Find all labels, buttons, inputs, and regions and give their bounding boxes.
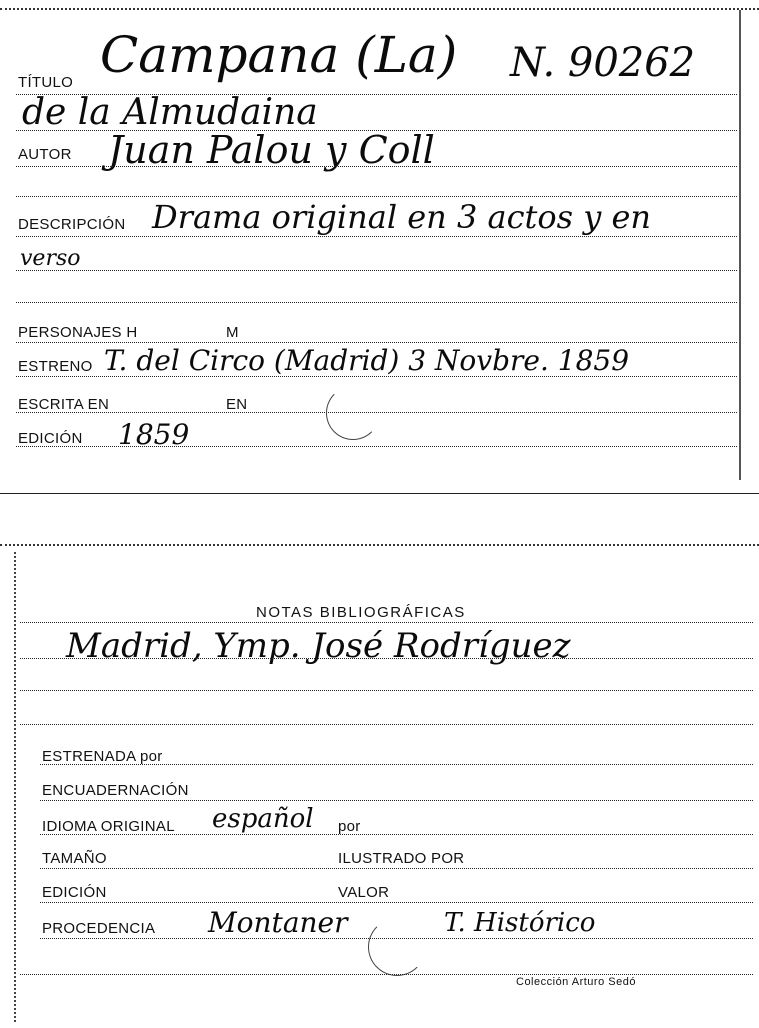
punch-hole — [326, 386, 380, 440]
valor-label: VALOR — [338, 884, 390, 901]
edicion-label: EDICIÓN — [18, 430, 83, 447]
titulo-value: Campana (La) — [100, 26, 458, 84]
autor-label: AUTOR — [18, 146, 72, 163]
record-number: N. 90262 — [510, 40, 696, 86]
procedencia-value: Montaner — [208, 906, 348, 939]
descripcion-line — [16, 236, 737, 237]
card-right-edge — [739, 10, 741, 480]
card-top-edge — [0, 8, 759, 14]
edicion-label-2: EDICIÓN — [42, 884, 107, 901]
descripcion-line-2 — [16, 270, 737, 271]
estreno-line — [16, 376, 737, 377]
encuadernacion-line — [40, 800, 753, 801]
blank-line — [16, 196, 737, 197]
procedencia-value-2: T. Histórico — [444, 908, 596, 938]
notas-heading: NOTAS BIBLIOGRÁFICAS — [256, 604, 466, 621]
descripcion-continuation: verso — [20, 246, 81, 271]
escrita-en-label: EN — [226, 396, 248, 413]
idioma-value: español — [212, 804, 314, 834]
escrita-label: ESCRITA EN — [18, 396, 110, 413]
catalog-card-front — [0, 0, 759, 494]
titulo-continuation: de la Almudaina — [22, 92, 318, 133]
tamano-label: TAMAÑO — [42, 850, 107, 867]
notas-value: Madrid, Ymp. José Rodríguez — [66, 626, 571, 666]
card-left-edge — [14, 552, 16, 1022]
idioma-label: IDIOMA ORIGINAL — [42, 818, 175, 835]
estreno-label: ESTRENO — [18, 358, 93, 375]
edicion-line-2 — [40, 902, 753, 903]
collection-footer: Colección Arturo Sedó — [516, 976, 636, 988]
estrenada-line — [40, 764, 753, 765]
tamano-line — [40, 868, 753, 869]
punch-hole — [368, 918, 426, 976]
notas-line-4 — [20, 724, 753, 725]
card-top-edge — [0, 544, 759, 550]
titulo-label: TÍTULO — [18, 74, 74, 91]
descripcion-value: Drama original en 3 actos y en — [152, 198, 651, 236]
personajes-label: PERSONAJES H — [18, 324, 138, 341]
encuadernacion-label: ENCUADERNACIÓN — [42, 782, 189, 799]
autor-value: Juan Palou y Coll — [108, 128, 435, 172]
blank-line-2 — [16, 302, 737, 303]
edicion-value: 1859 — [118, 418, 190, 451]
bottom-line — [20, 974, 753, 975]
idioma-por-label: por — [338, 818, 361, 835]
notas-line-3 — [20, 690, 753, 691]
personajes-line — [16, 342, 737, 343]
descripcion-label: DESCRIPCIÓN — [18, 216, 126, 233]
catalog-card-back — [0, 538, 759, 1028]
idioma-line — [40, 834, 753, 835]
autor-line — [16, 166, 737, 167]
edicion-line — [16, 446, 737, 447]
personajes-m-label: M — [226, 324, 239, 341]
ilustrado-label: ILUSTRADO POR — [338, 850, 465, 867]
procedencia-label: PROCEDENCIA — [42, 920, 156, 937]
notas-line-2 — [20, 658, 753, 659]
estreno-value: T. del Circo (Madrid) 3 Novbre. 1859 — [104, 344, 630, 377]
estrenada-label: ESTRENADA por — [42, 748, 163, 765]
notas-line-1 — [20, 622, 753, 623]
